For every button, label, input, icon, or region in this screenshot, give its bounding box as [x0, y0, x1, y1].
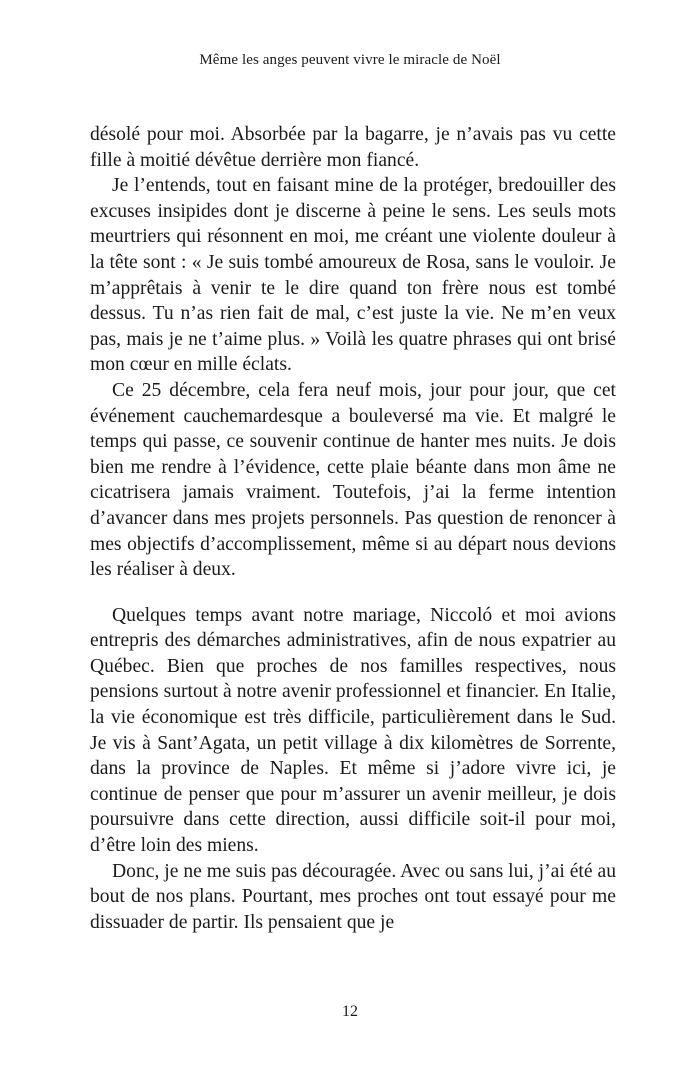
running-header-title: Même les anges peuvent vivre le miracle de Noël	[199, 52, 501, 68]
page-body	[90, 122, 616, 935]
page-number: 12	[342, 1003, 358, 1020]
paragraph-section-start: Quelques temps avant notre mariage, Niccoló et moi avions entrepris des démarches administratives, afin de nous expatrier au Québec. Bien que proches de nos familles respectives, nous pensions surtout à notre avenir professionnel et financier. En Italie, la vie économique est très difficile, particulièrement dans le Sud. Je vis à Sant’Agata, un petit village à dix kilomètres de Sorrente, dans la province de Naples. Et même si j’adore vivre ici, je continue de penser que pour m’assurer un avenir meilleur, je dois poursuivre dans cette direction, aussi difficile soit-il pour moi, d’être loin des miens.	[90, 604, 616, 857]
paragraph: Ce 25 décembre, cela fera neuf mois, jour pour jour, que cet événement cauchemardesque a bouleversé ma vie. Et malgré le temps qui passe, ce souvenir continue de hanter mes nuits. Je dois bien me rendre à l’évidence, cette plaie béante dans mon âme ne cicatrisera jamais vraiment. Toutefois, j’ai la ferme intention d’avancer dans mes projets personnels. Pas question de renoncer à mes objectifs d’accomplissement, même si au départ nous devions les réaliser à deux.	[90, 379, 616, 581]
paragraph-continuation: désolé pour moi. Absorbée par la bagarre, je n’avais pas vu cette fille à moitié dévêtue derrière mon fiancé.	[90, 124, 616, 171]
paragraph: Donc, je ne me suis pas découragée. Avec ou sans lui, j’ai été au bout de nos plans. Pourtant, mes proches ont tout essayé pour me dissuader de partir. Ils pensaient que je	[90, 860, 616, 933]
paragraph: Je l’entends, tout en faisant mine de la protéger, bredouiller des excuses insipides dont je discerne à peine le sens. Les seuls mots meurtriers qui résonnent en moi, me créant une violente douleur à la tête sont : « Je suis tombé amoureux de Rosa, sans le vouloir. Je m’apprêtais à venir te le dire quand ton frère nous est tombé dessus. Tu n’as rien fait de mal, c’est juste la vie. Ne m’en veux pas, mais je ne t’aime plus. » Voilà les quatre phrases qui ont brisé mon cœur en mille éclats.	[90, 175, 616, 376]
